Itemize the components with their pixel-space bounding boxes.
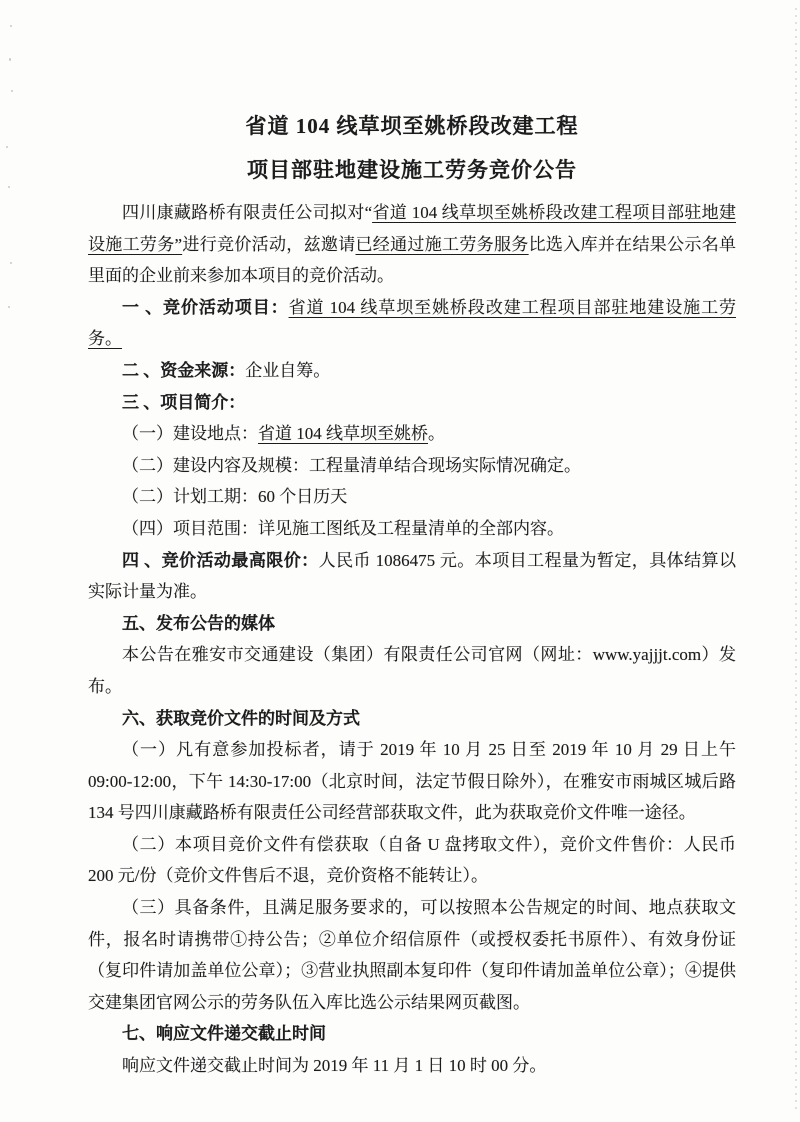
scan-speck [6, 146, 8, 148]
section-4-value: 人民币 1086475 元。本项目工程量为暂定，具体结算以实际计量为准。 [88, 550, 737, 602]
scan-speck [11, 90, 13, 92]
document-title-line-1: 省道 104 线草坝至姚桥段改建工程 [245, 114, 579, 138]
section-2-funding-source [88, 355, 736, 387]
intro-text-3: 比选入库并在结果公示名单里面的企业前来参加本项目的竞价活动。 [88, 234, 737, 286]
section-5-media-heading [88, 608, 736, 640]
section-5-label: 五、发布公告的媒体 [122, 613, 275, 633]
section-3-sub-2-scope [88, 450, 736, 482]
section-5-body-text: 本公告在雅安市交通建设（集团）有限责任公司官网（网址：www.yajjjt.com）发布。 [88, 645, 736, 696]
section-3-sub-3-duration [88, 481, 736, 513]
section-7-deadline-body [88, 1050, 736, 1082]
section-3-sub-4-range [88, 513, 736, 545]
section-3-sub-1-value: 省道 104 线草坝至姚桥 [258, 424, 428, 444]
section-6-sub-2-price [88, 829, 736, 892]
section-6-sub-3-text: （三）具备条件，且满足服务要求的，可以按照本公告规定的时间、地点获取文件，报名时请携带①持公告；②单位介绍信原件（或授权委托书原件）、有效身份证（复印件请加盖单位公章）；③营业执照副本复印件（复印件请加盖单位公章）；④提供交建集团官网公示的劳务队伍入库比选公示结果网页截图。 [88, 898, 736, 1012]
section-6-obtain-docs-heading [88, 703, 736, 735]
scan-noise-right-edge [795, 8, 797, 1113]
scan-speck [9, 58, 11, 61]
section-3-sub-1-period: 。 [428, 424, 445, 444]
section-7-deadline-heading [88, 1018, 736, 1050]
section-1-activity-item [88, 292, 736, 355]
section-3-sub-4-text: （四）项目范围：详见施工图纸及工程量清单的全部内容。 [122, 518, 564, 538]
section-6-sub-1-time-place [88, 734, 736, 829]
section-1-label: 一 、竞价活动项目： [122, 297, 289, 317]
document-title [88, 104, 736, 192]
section-3-project-overview [88, 387, 736, 419]
section-3-sub-3-text: （二）计划工期：60 个日历天 [122, 487, 348, 507]
section-4-max-price [88, 545, 736, 608]
section-7-label: 七、响应文件递交截止时间 [122, 1024, 326, 1044]
intro-underlined-qualification: 已经通过施工劳务服务 [355, 234, 529, 254]
section-6-sub-2-text: （二）本项目竞价文件有偿获取（自备 U 盘拷取文件），竞价文件售价：人民币 200 元/份（竞价文件售后不退，竞价资格不能转让）。 [88, 834, 736, 886]
section-3-sub-2-text: （二）建设内容及规模：工程量清单结合现场实际情况确定。 [122, 455, 581, 475]
document-body [88, 197, 736, 1082]
scan-speck [10, 25, 12, 27]
section-3-sub-1-label: （一）建设地点： [122, 424, 258, 444]
scan-speck [10, 262, 12, 264]
section-3-sub-1-location [88, 418, 736, 450]
intro-underlined-project-name: 省道 104 线草坝至姚桥段改建工程项目部驻地建设施工劳务” [88, 203, 737, 254]
section-4-label: 四 、竞价活动最高限价： [122, 550, 319, 570]
intro-text-2: 进行竞价活动，兹邀请 [182, 234, 356, 254]
section-3-label: 三 、项目简介： [122, 392, 246, 412]
section-1-value: 省道 104 线草坝至姚桥段改建工程项目部驻地建设施工劳务。 [88, 297, 737, 349]
section-2-label: 二 、资金来源： [122, 360, 246, 380]
document-title-line-2: 项目部驻地建设施工劳务竞价公告 [247, 158, 577, 182]
section-6-label: 六、获取竞价文件的时间及方式 [122, 708, 360, 728]
section-2-value: 企业自筹。 [245, 360, 331, 380]
section-6-sub-3-requirements [88, 892, 736, 1018]
scan-speck [8, 186, 10, 188]
section-7-body-text: 响应文件递交截止时间为 2019 年 11 月 1 日 10 时 00 分。 [122, 1056, 547, 1076]
scan-speck [8, 306, 10, 308]
intro-paragraph [88, 197, 736, 292]
intro-text-1: 四川康藏路桥有限责任公司拟对“ [122, 203, 373, 222]
section-5-media-body [88, 639, 736, 702]
section-6-sub-1-text: （一）凡有意参加投标者，请于 2019 年 10 月 25 日至 2019 年 10 月 29 日上午 09:00-12:00，下午 14:30-17:00（北京时间，法定节假日除外），在雅安市雨城区城后路 134 号四川康藏路桥有限责任公司经营部获取文件，此为获取竞价文件唯一途径。 [88, 740, 736, 823]
